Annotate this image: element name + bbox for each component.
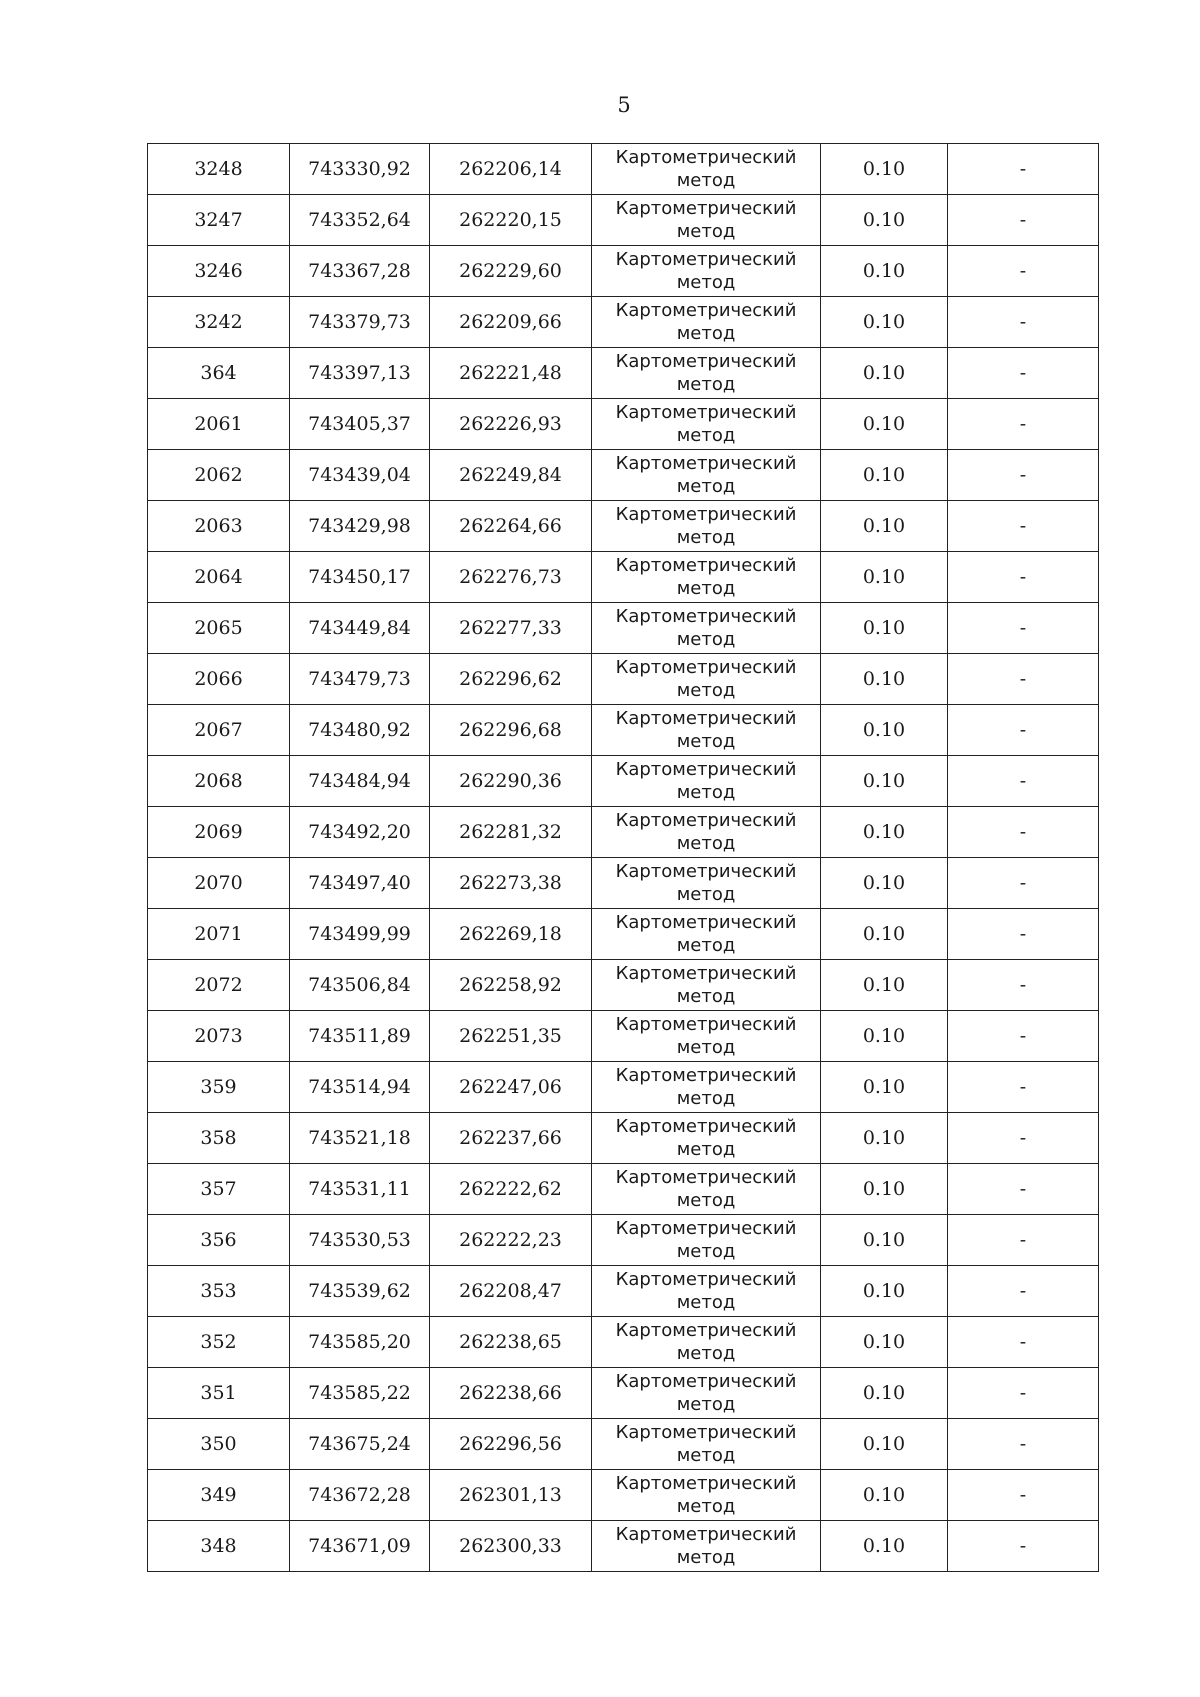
y-coordinate-cell: 262237,66 bbox=[430, 1113, 592, 1164]
method-line-2: метод bbox=[676, 1241, 736, 1262]
method-line-1: Картометрический bbox=[615, 759, 797, 780]
table-row bbox=[148, 807, 1099, 858]
accuracy-cell: 0.10 bbox=[821, 246, 948, 297]
x-coordinate-cell: 743511,89 bbox=[290, 1011, 430, 1062]
note-cell: - bbox=[948, 909, 1099, 960]
accuracy-cell: 0.10 bbox=[821, 1062, 948, 1113]
method-cell bbox=[592, 144, 821, 195]
note-cell: - bbox=[948, 858, 1099, 909]
y-coordinate-cell: 262206,14 bbox=[430, 144, 592, 195]
method-cell bbox=[592, 756, 821, 807]
method-cell bbox=[592, 1521, 821, 1572]
point-number-cell: 356 bbox=[148, 1215, 290, 1266]
table-row bbox=[148, 705, 1099, 756]
method-cell bbox=[592, 654, 821, 705]
y-coordinate-cell: 262249,84 bbox=[430, 450, 592, 501]
method-cell bbox=[592, 1368, 821, 1419]
method-line-2: метод bbox=[676, 884, 736, 905]
table-row bbox=[148, 297, 1099, 348]
accuracy-cell: 0.10 bbox=[821, 297, 948, 348]
method-line-2: метод bbox=[676, 782, 736, 803]
table-row bbox=[148, 1011, 1099, 1062]
table-row bbox=[148, 1419, 1099, 1470]
table-row bbox=[148, 960, 1099, 1011]
accuracy-cell: 0.10 bbox=[821, 1164, 948, 1215]
note-cell: - bbox=[948, 501, 1099, 552]
point-number-cell: 364 bbox=[148, 348, 290, 399]
accuracy-cell: 0.10 bbox=[821, 552, 948, 603]
y-coordinate-cell: 262226,93 bbox=[430, 399, 592, 450]
method-line-1: Картометрический bbox=[615, 300, 797, 321]
note-cell: - bbox=[948, 654, 1099, 705]
method-line-1: Картометрический bbox=[615, 249, 797, 270]
x-coordinate-cell: 743450,17 bbox=[290, 552, 430, 603]
note-cell: - bbox=[948, 1011, 1099, 1062]
point-number-cell: 348 bbox=[148, 1521, 290, 1572]
x-coordinate-cell: 743492,20 bbox=[290, 807, 430, 858]
method-line-1: Картометрический bbox=[615, 1371, 797, 1392]
x-coordinate-cell: 743480,92 bbox=[290, 705, 430, 756]
table-row bbox=[148, 144, 1099, 195]
table-row bbox=[148, 1521, 1099, 1572]
point-number-cell: 2064 bbox=[148, 552, 290, 603]
method-line-2: метод bbox=[676, 323, 736, 344]
table-row bbox=[148, 654, 1099, 705]
y-coordinate-cell: 262247,06 bbox=[430, 1062, 592, 1113]
table-row bbox=[148, 348, 1099, 399]
method-line-1: Картометрический bbox=[615, 1473, 797, 1494]
x-coordinate-cell: 743671,09 bbox=[290, 1521, 430, 1572]
accuracy-cell: 0.10 bbox=[821, 1215, 948, 1266]
point-number-cell: 2067 bbox=[148, 705, 290, 756]
table-row bbox=[148, 1368, 1099, 1419]
table-row bbox=[148, 1164, 1099, 1215]
x-coordinate-cell: 743330,92 bbox=[290, 144, 430, 195]
accuracy-cell: 0.10 bbox=[821, 909, 948, 960]
method-cell bbox=[592, 1470, 821, 1521]
x-coordinate-cell: 743585,22 bbox=[290, 1368, 430, 1419]
method-cell bbox=[592, 195, 821, 246]
method-cell bbox=[592, 705, 821, 756]
method-cell bbox=[592, 552, 821, 603]
table-row bbox=[148, 501, 1099, 552]
note-cell: - bbox=[948, 1164, 1099, 1215]
x-coordinate-cell: 743499,99 bbox=[290, 909, 430, 960]
point-number-cell: 2069 bbox=[148, 807, 290, 858]
note-cell: - bbox=[948, 297, 1099, 348]
point-number-cell: 3246 bbox=[148, 246, 290, 297]
method-cell bbox=[592, 450, 821, 501]
note-cell: - bbox=[948, 1368, 1099, 1419]
method-line-1: Картометрический bbox=[615, 147, 797, 168]
point-number-cell: 2070 bbox=[148, 858, 290, 909]
point-number-cell: 2072 bbox=[148, 960, 290, 1011]
accuracy-cell: 0.10 bbox=[821, 756, 948, 807]
method-cell bbox=[592, 1113, 821, 1164]
point-number-cell: 2071 bbox=[148, 909, 290, 960]
note-cell: - bbox=[948, 807, 1099, 858]
y-coordinate-cell: 262264,66 bbox=[430, 501, 592, 552]
method-cell bbox=[592, 1062, 821, 1113]
method-line-1: Картометрический bbox=[615, 1524, 797, 1545]
method-line-2: метод bbox=[676, 1037, 736, 1058]
x-coordinate-cell: 743352,64 bbox=[290, 195, 430, 246]
table-row bbox=[148, 603, 1099, 654]
accuracy-cell: 0.10 bbox=[821, 654, 948, 705]
point-number-cell: 3247 bbox=[148, 195, 290, 246]
y-coordinate-cell: 262301,13 bbox=[430, 1470, 592, 1521]
method-cell bbox=[592, 399, 821, 450]
method-line-1: Картометрический bbox=[615, 1014, 797, 1035]
method-line-1: Картометрический bbox=[615, 1320, 797, 1341]
point-number-cell: 2073 bbox=[148, 1011, 290, 1062]
page-number: 5 bbox=[617, 93, 631, 117]
x-coordinate-cell: 743539,62 bbox=[290, 1266, 430, 1317]
method-cell bbox=[592, 960, 821, 1011]
method-line-2: метод bbox=[676, 1292, 736, 1313]
accuracy-cell: 0.10 bbox=[821, 858, 948, 909]
method-cell bbox=[592, 909, 821, 960]
note-cell: - bbox=[948, 960, 1099, 1011]
point-number-cell: 353 bbox=[148, 1266, 290, 1317]
accuracy-cell: 0.10 bbox=[821, 450, 948, 501]
point-number-cell: 2068 bbox=[148, 756, 290, 807]
x-coordinate-cell: 743521,18 bbox=[290, 1113, 430, 1164]
note-cell: - bbox=[948, 399, 1099, 450]
note-cell: - bbox=[948, 348, 1099, 399]
accuracy-cell: 0.10 bbox=[821, 705, 948, 756]
table-row bbox=[148, 1113, 1099, 1164]
x-coordinate-cell: 743429,98 bbox=[290, 501, 430, 552]
method-line-1: Картометрический bbox=[615, 1269, 797, 1290]
note-cell: - bbox=[948, 1419, 1099, 1470]
method-cell bbox=[592, 246, 821, 297]
y-coordinate-cell: 262222,23 bbox=[430, 1215, 592, 1266]
method-cell bbox=[592, 807, 821, 858]
y-coordinate-cell: 262229,60 bbox=[430, 246, 592, 297]
note-cell: - bbox=[948, 1215, 1099, 1266]
note-cell: - bbox=[948, 144, 1099, 195]
method-line-2: метод bbox=[676, 680, 736, 701]
y-coordinate-cell: 262281,32 bbox=[430, 807, 592, 858]
accuracy-cell: 0.10 bbox=[821, 1317, 948, 1368]
method-line-1: Картометрический bbox=[615, 198, 797, 219]
accuracy-cell: 0.10 bbox=[821, 195, 948, 246]
method-line-1: Картометрический bbox=[615, 861, 797, 882]
x-coordinate-cell: 743484,94 bbox=[290, 756, 430, 807]
accuracy-cell: 0.10 bbox=[821, 144, 948, 195]
x-coordinate-cell: 743531,11 bbox=[290, 1164, 430, 1215]
method-line-1: Картометрический bbox=[615, 555, 797, 576]
x-coordinate-cell: 743585,20 bbox=[290, 1317, 430, 1368]
method-line-2: метод bbox=[676, 731, 736, 752]
method-line-2: метод bbox=[676, 1496, 736, 1517]
x-coordinate-cell: 743530,53 bbox=[290, 1215, 430, 1266]
method-cell bbox=[592, 1419, 821, 1470]
method-line-1: Картометрический bbox=[615, 708, 797, 729]
note-cell: - bbox=[948, 1521, 1099, 1572]
point-number-cell: 2063 bbox=[148, 501, 290, 552]
point-number-cell: 352 bbox=[148, 1317, 290, 1368]
method-cell bbox=[592, 1317, 821, 1368]
method-line-1: Картометрический bbox=[615, 810, 797, 831]
method-line-2: метод bbox=[676, 374, 736, 395]
method-line-2: метод bbox=[676, 1139, 736, 1160]
table-row bbox=[148, 1317, 1099, 1368]
note-cell: - bbox=[948, 705, 1099, 756]
method-cell bbox=[592, 348, 821, 399]
method-line-1: Картометрический bbox=[615, 453, 797, 474]
method-cell bbox=[592, 1266, 821, 1317]
accuracy-cell: 0.10 bbox=[821, 1368, 948, 1419]
method-line-1: Картометрический bbox=[615, 657, 797, 678]
method-line-2: метод bbox=[676, 1190, 736, 1211]
accuracy-cell: 0.10 bbox=[821, 1521, 948, 1572]
table-row bbox=[148, 756, 1099, 807]
note-cell: - bbox=[948, 603, 1099, 654]
y-coordinate-cell: 262269,18 bbox=[430, 909, 592, 960]
note-cell: - bbox=[948, 1113, 1099, 1164]
method-cell bbox=[592, 1011, 821, 1062]
x-coordinate-cell: 743379,73 bbox=[290, 297, 430, 348]
point-number-cell: 2066 bbox=[148, 654, 290, 705]
method-line-1: Картометрический bbox=[615, 402, 797, 423]
y-coordinate-cell: 262296,56 bbox=[430, 1419, 592, 1470]
x-coordinate-cell: 743672,28 bbox=[290, 1470, 430, 1521]
note-cell: - bbox=[948, 756, 1099, 807]
accuracy-cell: 0.10 bbox=[821, 603, 948, 654]
accuracy-cell: 0.10 bbox=[821, 348, 948, 399]
note-cell: - bbox=[948, 450, 1099, 501]
table-row bbox=[148, 399, 1099, 450]
x-coordinate-cell: 743514,94 bbox=[290, 1062, 430, 1113]
point-number-cell: 2065 bbox=[148, 603, 290, 654]
table-row bbox=[148, 858, 1099, 909]
x-coordinate-cell: 743449,84 bbox=[290, 603, 430, 654]
accuracy-cell: 0.10 bbox=[821, 1011, 948, 1062]
point-number-cell: 351 bbox=[148, 1368, 290, 1419]
method-line-2: метод bbox=[676, 476, 736, 497]
method-line-1: Картометрический bbox=[615, 1218, 797, 1239]
table-row bbox=[148, 195, 1099, 246]
method-cell bbox=[592, 1164, 821, 1215]
method-line-2: метод bbox=[676, 170, 736, 191]
point-number-cell: 2062 bbox=[148, 450, 290, 501]
accuracy-cell: 0.10 bbox=[821, 1113, 948, 1164]
point-number-cell: 2061 bbox=[148, 399, 290, 450]
note-cell: - bbox=[948, 552, 1099, 603]
note-cell: - bbox=[948, 195, 1099, 246]
coordinates-table bbox=[147, 143, 1099, 1572]
y-coordinate-cell: 262290,36 bbox=[430, 756, 592, 807]
accuracy-cell: 0.10 bbox=[821, 960, 948, 1011]
point-number-cell: 3248 bbox=[148, 144, 290, 195]
table-row bbox=[148, 246, 1099, 297]
coordinates-table-body bbox=[148, 144, 1099, 1572]
table-row bbox=[148, 1215, 1099, 1266]
table-row bbox=[148, 552, 1099, 603]
table-row bbox=[148, 1062, 1099, 1113]
y-coordinate-cell: 262258,92 bbox=[430, 960, 592, 1011]
method-line-2: метод bbox=[676, 1445, 736, 1466]
table-row bbox=[148, 909, 1099, 960]
method-line-1: Картометрический bbox=[615, 1116, 797, 1137]
method-cell bbox=[592, 501, 821, 552]
method-line-1: Картометрический bbox=[615, 1065, 797, 1086]
x-coordinate-cell: 743439,04 bbox=[290, 450, 430, 501]
point-number-cell: 359 bbox=[148, 1062, 290, 1113]
accuracy-cell: 0.10 bbox=[821, 1419, 948, 1470]
accuracy-cell: 0.10 bbox=[821, 399, 948, 450]
y-coordinate-cell: 262209,66 bbox=[430, 297, 592, 348]
y-coordinate-cell: 262296,62 bbox=[430, 654, 592, 705]
y-coordinate-cell: 262238,66 bbox=[430, 1368, 592, 1419]
method-line-1: Картометрический bbox=[615, 504, 797, 525]
note-cell: - bbox=[948, 246, 1099, 297]
method-cell bbox=[592, 858, 821, 909]
method-line-1: Картометрический bbox=[615, 606, 797, 627]
method-cell bbox=[592, 603, 821, 654]
y-coordinate-cell: 262251,35 bbox=[430, 1011, 592, 1062]
method-line-2: метод bbox=[676, 272, 736, 293]
accuracy-cell: 0.10 bbox=[821, 1266, 948, 1317]
point-number-cell: 349 bbox=[148, 1470, 290, 1521]
y-coordinate-cell: 262277,33 bbox=[430, 603, 592, 654]
x-coordinate-cell: 743397,13 bbox=[290, 348, 430, 399]
method-line-1: Картометрический bbox=[615, 1167, 797, 1188]
y-coordinate-cell: 262273,38 bbox=[430, 858, 592, 909]
y-coordinate-cell: 262238,65 bbox=[430, 1317, 592, 1368]
note-cell: - bbox=[948, 1470, 1099, 1521]
method-line-1: Картометрический bbox=[615, 351, 797, 372]
method-line-2: метод bbox=[676, 1394, 736, 1415]
table-row bbox=[148, 1470, 1099, 1521]
method-line-2: метод bbox=[676, 425, 736, 446]
y-coordinate-cell: 262300,33 bbox=[430, 1521, 592, 1572]
point-number-cell: 358 bbox=[148, 1113, 290, 1164]
method-line-2: метод bbox=[676, 527, 736, 548]
x-coordinate-cell: 743497,40 bbox=[290, 858, 430, 909]
point-number-cell: 357 bbox=[148, 1164, 290, 1215]
point-number-cell: 350 bbox=[148, 1419, 290, 1470]
method-line-1: Картометрический bbox=[615, 912, 797, 933]
note-cell: - bbox=[948, 1317, 1099, 1368]
y-coordinate-cell: 262208,47 bbox=[430, 1266, 592, 1317]
y-coordinate-cell: 262276,73 bbox=[430, 552, 592, 603]
accuracy-cell: 0.10 bbox=[821, 807, 948, 858]
method-cell bbox=[592, 297, 821, 348]
method-line-1: Картометрический bbox=[615, 963, 797, 984]
y-coordinate-cell: 262296,68 bbox=[430, 705, 592, 756]
method-line-2: метод bbox=[676, 1343, 736, 1364]
table-row bbox=[148, 450, 1099, 501]
method-line-2: метод bbox=[676, 578, 736, 599]
method-line-2: метод bbox=[676, 986, 736, 1007]
method-line-2: метод bbox=[676, 833, 736, 854]
y-coordinate-cell: 262221,48 bbox=[430, 348, 592, 399]
x-coordinate-cell: 743367,28 bbox=[290, 246, 430, 297]
note-cell: - bbox=[948, 1062, 1099, 1113]
x-coordinate-cell: 743506,84 bbox=[290, 960, 430, 1011]
x-coordinate-cell: 743675,24 bbox=[290, 1419, 430, 1470]
accuracy-cell: 0.10 bbox=[821, 501, 948, 552]
x-coordinate-cell: 743405,37 bbox=[290, 399, 430, 450]
method-line-1: Картометрический bbox=[615, 1422, 797, 1443]
table-row bbox=[148, 1266, 1099, 1317]
y-coordinate-cell: 262220,15 bbox=[430, 195, 592, 246]
accuracy-cell: 0.10 bbox=[821, 1470, 948, 1521]
method-cell bbox=[592, 1215, 821, 1266]
method-line-2: метод bbox=[676, 221, 736, 242]
method-line-2: метод bbox=[676, 1547, 736, 1568]
point-number-cell: 3242 bbox=[148, 297, 290, 348]
note-cell: - bbox=[948, 1266, 1099, 1317]
method-line-2: метод bbox=[676, 935, 736, 956]
x-coordinate-cell: 743479,73 bbox=[290, 654, 430, 705]
method-line-2: метод bbox=[676, 1088, 736, 1109]
method-line-2: метод bbox=[676, 629, 736, 650]
y-coordinate-cell: 262222,62 bbox=[430, 1164, 592, 1215]
